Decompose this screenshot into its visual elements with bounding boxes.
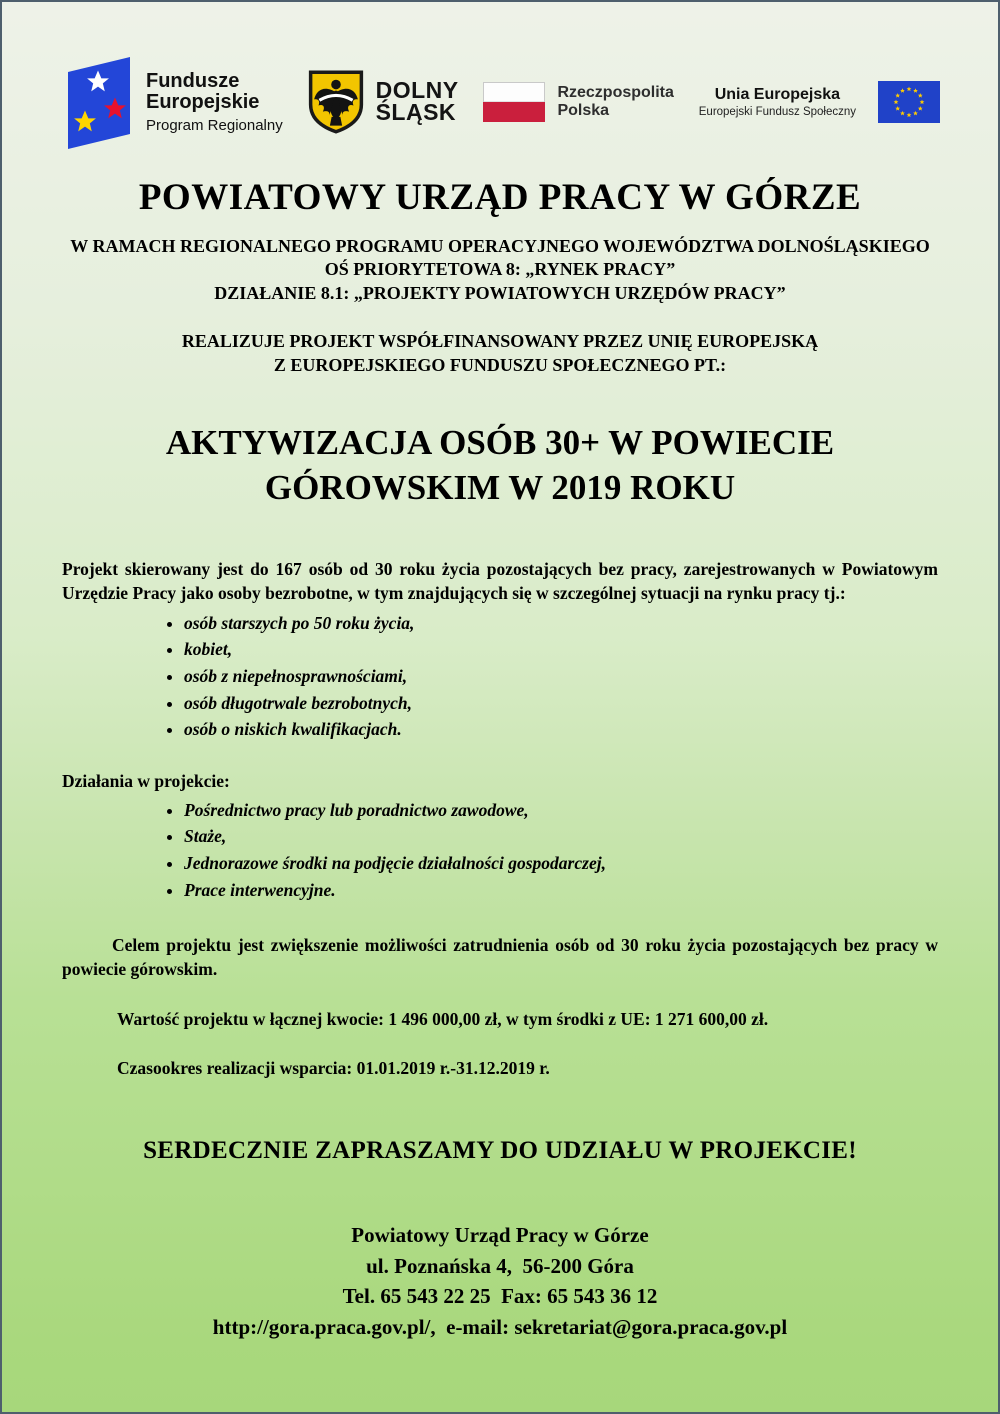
dolny-slask-crest-icon [308,68,364,136]
cofinance-block [2,330,998,377]
activities-list [184,797,998,903]
activities-heading: Działania w projekcie: [62,770,230,791]
dolny-slask-logo [308,68,459,136]
project-title [2,421,998,511]
fundusze-europejskie-label [146,71,283,134]
intro-paragraph: Projekt skierowany jest do 167 osób od 30 roku życia pozostających bez pracy, zarejestrowanych w Powiatowym Urzędzie Pracy jako osoby bezrobotne, w tym znajdujących się w szczególnej sytuacji na rynku pracy tj.: [62,558,938,603]
logo-strip [2,2,998,150]
list-item: • Jednorazowe środki na podjęcie działalności gospodarczej, [184,850,998,877]
contact-address: ul. Poznańska 4, 56-200 Góra [366,1253,634,1278]
list-item: • osób długotrwale bezrobotnych, [184,690,998,717]
fe-line3: Program Regionalny [146,116,283,134]
list-item: • Pośrednictwo pracy lub poradnictwo zawodowe, [184,797,998,824]
unia-europejska-label [699,86,856,118]
list-item: • osób o niskich kwalifikacjach. [184,716,998,743]
programme-line-2: OŚ PRIORYTETOWA 8: „RYNEK PRACY” [324,259,676,280]
programme-line-1: W RAMACH REGIONALNEGO PROGRAMU OPERACYJNEGO WOJEWÓDZTWA DOLNOŚLĄSKIEGO [70,236,930,256]
eu-flag-icon [878,81,940,123]
list-item: • osób z niepełnosprawnościami, [184,663,998,690]
contact-block [2,1220,998,1342]
cofinance-line-1: REALIZUJE PROJEKT WSPÓŁFINANSOWANY PRZEZ UNIĘ EUROPEJSKĄ [181,331,819,352]
unia-europejska-logo [699,81,940,123]
dolny-slask-label [375,77,459,125]
fe-line1: Fundusze [146,69,240,92]
fundusze-europejskie-logo [60,54,283,150]
project-title-line-1: AKTYWIZACJA OSÓB 30+ W POWIECIE [165,422,835,462]
poland-flag-icon [483,82,545,122]
invitation-line: SERDECZNIE ZAPRASZAMY DO UDZIAŁU W PROJEKCIE! [143,1137,857,1165]
rzeczpospolita-polska-logo [483,82,673,122]
contact-name: Powiatowy Urząd Pracy w Górze [351,1223,649,1248]
list-item: • Staże, [184,823,998,850]
list-item: • Prace interwencyjne. [184,877,998,904]
rp-line1: Rzeczpospolita [557,84,674,102]
contact-web-email: http://gora.praca.gov.pl/, e-mail: sekretariat@gora.praca.gov.pl [212,1314,788,1339]
list-item: • osób starszych po 50 roku życia, [184,610,998,637]
page-title: POWIATOWY URZĄD PRACY W GÓRZE [138,177,862,218]
project-value-line: Wartość projektu w łącznej kwocie: 1 496 000,00 zł, w tym środki z UE: 1 271 600,00 zł. [117,1009,769,1030]
rzeczpospolita-label [557,84,673,119]
ds-line2: ŚLĄSK [375,99,457,125]
project-title-line-2: GÓROWSKIM W 2019 ROKU [264,467,736,507]
target-groups-list [184,610,998,743]
fundusze-europejskie-flag-icon [60,54,134,150]
ds-line1: DOLNY [375,77,459,104]
ue-line2: Europejski Fundusz Społeczny [698,106,856,118]
timeframe-line: Czasookres realizacji wsparcia: 01.01.2019 r.-31.12.2019 r. [117,1058,550,1079]
fe-line2: Europejskie [146,90,260,113]
goal-paragraph: Celem projektu jest zwiększenie możliwości zatrudnienia osób od 30 roku życia pozostających bez pracy w powiecie górowskim. [62,935,938,980]
programme-block [65,235,935,305]
contact-phone-fax: Tel. 65 543 22 25 Fax: 65 543 36 12 [342,1284,658,1309]
ue-line1: Unia Europejska [714,86,841,103]
rp-line2: Polska [557,102,610,119]
list-item: • kobiet, [184,636,998,663]
programme-line-3: DZIAŁANIE 8.1: „PROJEKTY POWIATOWYCH URZĘDÓW PRACY” [214,282,786,303]
cofinance-line-2: Z EUROPEJSKIEGO FUNDUSZU SPOŁECZNEGO PT.: [273,354,727,375]
